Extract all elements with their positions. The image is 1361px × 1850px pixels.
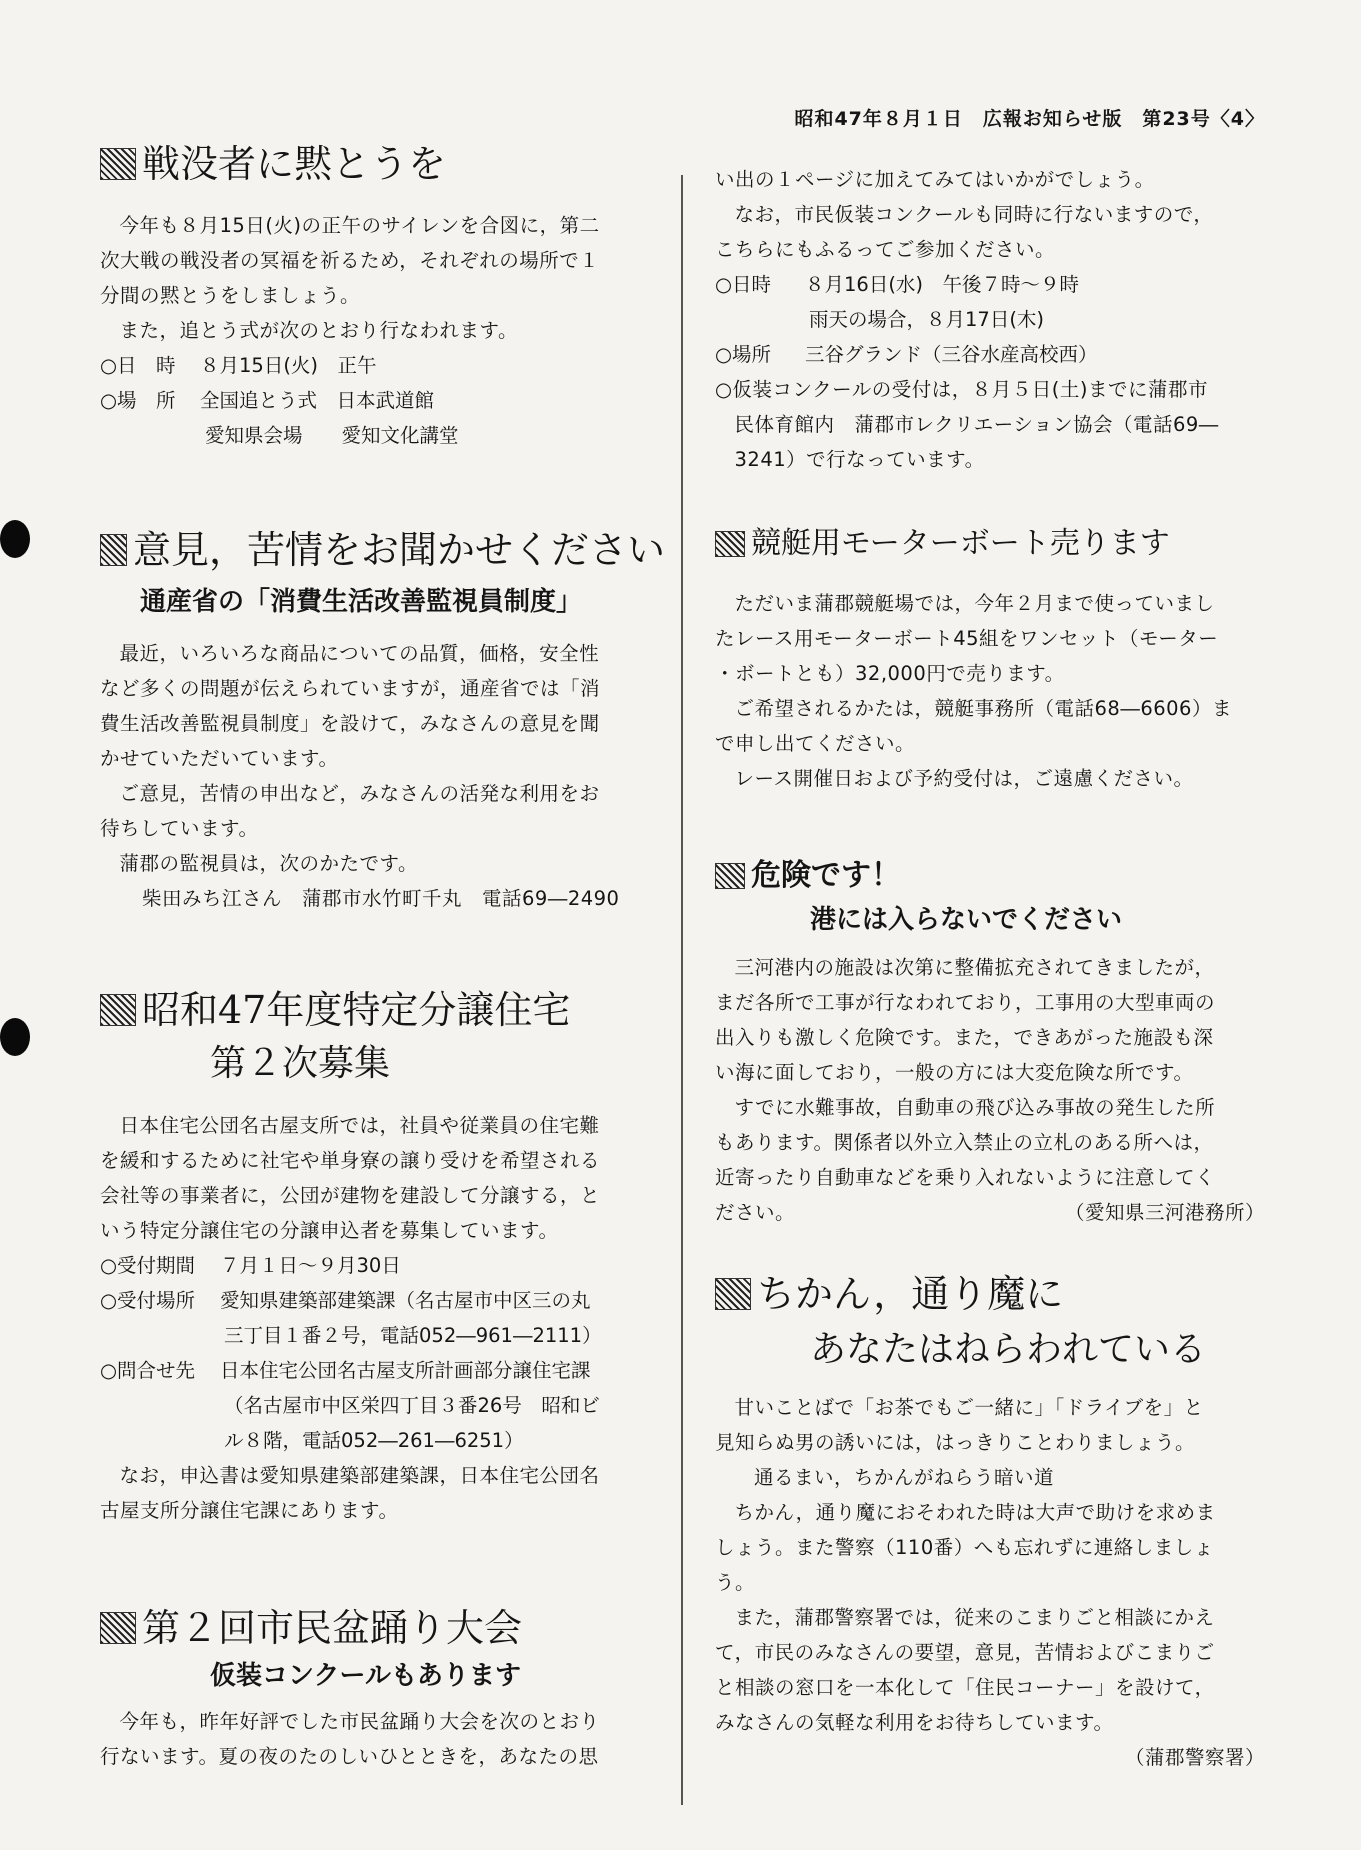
body-line: い出の１ページに加えてみてはいかがでしょう。 — [715, 168, 1155, 191]
body-line: かせていただいています。 — [100, 747, 339, 770]
section-harbor-danger — [715, 854, 1275, 1230]
section-title: 戦没者に黙とうを — [142, 142, 447, 186]
section-subtitle: 通産省の「消費生活改善監視員制度」 — [140, 587, 583, 617]
body-line: 費生活改善監視員制度」を設けて，みなさんの意見を聞 — [100, 712, 600, 735]
body-line: 分間の黙とうをしましょう。 — [100, 284, 361, 307]
body-line: ださい。 — [715, 1201, 796, 1224]
body-line: また，蒲郡警察署では，従来のこまりごと相談にかえ — [734, 1606, 1215, 1629]
place-label: ○受付場所 — [100, 1289, 196, 1312]
body-line: ちかん，通り魔におそわれた時は大声で助けを求めま — [734, 1501, 1216, 1524]
date-label: ○日時 — [715, 273, 772, 296]
body-line: 待ちしています。 — [100, 817, 259, 840]
section-title: 競艇用モーターボート売ります — [751, 526, 1170, 561]
body-line: ただいま蒲郡競艇場では，今年２月まで使っていまし — [734, 592, 1215, 615]
place-value: 全国追とう式 日本武道館 — [200, 389, 435, 412]
section-title: 危険です！ — [751, 858, 901, 893]
body-line: 行ないます。夏の夜のたのしいひとときを，あなたの思 — [100, 1745, 599, 1768]
date-value: ８月16日(水) 午後７時～９時 — [805, 273, 1080, 296]
contact-value-3: ル８階，電話052―261―6251） — [224, 1429, 524, 1452]
body-line: いう特定分譲住宅の分譲申込者を募集しています。 — [100, 1219, 559, 1242]
body-line: なお，市民仮装コンクールも同時に行ないますので， — [734, 203, 1214, 226]
section-memorial — [100, 142, 665, 453]
section-mark-icon — [715, 863, 745, 889]
body-line: い海に面しており，一般の方には大変危険な所です。 — [715, 1061, 1194, 1084]
body-line: で申し出てください。 — [715, 732, 916, 755]
body-line: 今年も８月15日(火)の正午のサイレンを合図に，第二 — [119, 214, 600, 237]
body-line: 甘いことばで「お茶でもご一緒に」「ドライブを」と — [734, 1396, 1204, 1419]
source-credit: （愛知県三河港務所） — [1064, 1201, 1265, 1224]
body-line: 民体育館内 蒲郡市レクリエーション協会（電話69― — [734, 413, 1219, 436]
section-mark-icon — [715, 1278, 751, 1310]
section-title: 第２回市民盆踊り大会 — [142, 1606, 523, 1650]
body-line: て，市民のみなさんの要望，意見，苦情およびこまりご — [715, 1641, 1215, 1664]
body-line: 見知らぬ男の誘いには，はっきりことわりましょう。 — [715, 1431, 1196, 1454]
date-value-2: 雨天の場合，８月17日(木) — [809, 308, 1045, 331]
section-mark-icon — [100, 1612, 136, 1644]
place-value-2: 愛知県会場 愛知文化講堂 — [205, 424, 459, 447]
body-line: を緩和するために社宅や単身寮の譲り受けを希望される — [100, 1149, 601, 1172]
body-line: なお，申込書は愛知県建築部建築課，日本住宅公団名 — [119, 1464, 600, 1487]
section-subtitle: 港には入らないでください — [810, 905, 1123, 935]
period-value: ７月１日～９月30日 — [220, 1254, 401, 1277]
section-title: 昭和47年度特定分譲住宅 — [142, 988, 571, 1032]
body-line: もあります。関係者以外立入禁止の立札のある所へは， — [715, 1131, 1214, 1154]
body-line: また，追とう式が次のとおり行なわれます。 — [119, 319, 518, 342]
section-subtitle: 仮装コンクールもあります — [210, 1661, 521, 1691]
section-mark-icon — [715, 531, 745, 557]
place-value: 愛知県建築部建築課（名古屋市中区三の丸 — [220, 1289, 591, 1312]
body-line: ご希望されるかたは，競艇事務所（電話68―6606）ま — [734, 697, 1232, 720]
section-bon-dance-cont — [715, 162, 1275, 477]
contact-value-2: （名古屋市中区栄四丁目３番26号 昭和ビ — [224, 1394, 600, 1417]
body-line: まだ各所で工事が行なわれており，工事用の大型車両の — [715, 991, 1216, 1014]
place-label: ○場 所 — [100, 389, 176, 412]
section-mark-icon — [100, 148, 136, 180]
body-line: すでに水難事故，自動車の飛び込み事故の発生した所 — [734, 1096, 1216, 1119]
page-header: 昭和47年８月１日 広報お知らせ版 第23号〈4〉 — [794, 108, 1265, 130]
section-mark-icon — [100, 534, 127, 566]
section-housing — [100, 988, 665, 1528]
body-line: こちらにもふるってご参加ください。 — [715, 238, 1056, 261]
place-value: 三谷グランド（三谷水産高校西） — [805, 343, 1098, 366]
section-mark-icon — [100, 994, 136, 1026]
body-line: 近寄ったり自動車などを乗り入れないように注意してく — [715, 1166, 1216, 1189]
punch-hole-top — [0, 520, 30, 558]
section-bon-dance — [100, 1606, 665, 1774]
body-line: など多くの問題が伝えられていますが，通産省では「消 — [100, 677, 601, 700]
section-title: ちかん，通り魔に — [757, 1272, 1064, 1316]
body-line: 最近，いろいろな商品についての品質，価格，安全性 — [119, 642, 600, 665]
section-molester-warning — [715, 1272, 1275, 1775]
place-value-2: 三丁目１番２号，電話052―961―2111） — [224, 1324, 602, 1347]
slogan-line: 通るまい，ちかんがねらう暗い道 — [754, 1466, 1055, 1489]
contact-label: ○問合せ先 — [100, 1359, 196, 1382]
body-line: ご意見，苦情の申出など，みなさんの活発な利用をお — [119, 782, 600, 805]
body-line: たレース用モーターボート45組をワンセット（モーター — [715, 627, 1219, 650]
body-line: しょう。また警察（110番）へも忘れずに連絡しましょ — [715, 1536, 1214, 1559]
section-opinions — [100, 528, 665, 916]
body-line: 会社等の事業者に，公団が建物を建設して分譲する，と — [100, 1184, 601, 1207]
body-line: ○仮装コンクールの受付は，８月５日(土)までに蒲郡市 — [715, 378, 1208, 401]
body-line: 日本住宅公団名古屋支所では，社員や従業員の住宅難 — [119, 1114, 600, 1137]
body-line: 蒲郡の監視員は，次のかたです。 — [119, 852, 418, 875]
body-line: 三河港内の施設は次第に整備拡充されてきましたが， — [734, 956, 1215, 979]
body-line: 出入りも激しく危険です。また，できあがった施設も深 — [715, 1026, 1214, 1049]
body-line: 3241）で行なっています。 — [734, 448, 985, 471]
column-divider — [681, 175, 683, 1805]
body-line: 古屋支所分譲住宅課にあります。 — [100, 1499, 399, 1522]
body-line: 柴田みち江さん 蒲郡市水竹町千丸 電話69―2490 — [142, 887, 620, 910]
section-title: 意見，苦情をお聞かせください — [132, 528, 665, 572]
section-title-2: あなたはねらわれている — [810, 1329, 1207, 1370]
contact-value: 日本住宅公団名古屋支所計画部分譲住宅課 — [220, 1359, 591, 1382]
date-value: ８月15日(火) 正午 — [200, 354, 377, 377]
source-credit: （蒲郡警察署） — [1124, 1746, 1265, 1769]
section-title-2: 第２次募集 — [210, 1043, 391, 1084]
section-boat-sale — [715, 522, 1275, 796]
body-line: みなさんの気軽な利用をお待ちしています。 — [715, 1711, 1114, 1734]
body-line: う。 — [715, 1571, 756, 1594]
body-line: 次大戦の戦没者の冥福を祈るため，それぞれの場所で１ — [100, 249, 600, 272]
date-label: ○日 時 — [100, 354, 176, 377]
body-line: ・ボートとも）32,000円で売ります。 — [715, 662, 1065, 685]
body-line: 今年も，昨年好評でした市民盆踊り大会を次のとおり — [119, 1710, 600, 1733]
period-label: ○受付期間 — [100, 1254, 196, 1277]
body-line: と相談の窓口を一本化して「住民コーナー」を設けて， — [715, 1676, 1215, 1699]
place-label: ○場所 — [715, 343, 772, 366]
body-line: レース開催日および予約受付は，ご遠慮ください。 — [734, 767, 1194, 790]
punch-hole-bottom — [0, 1018, 30, 1056]
